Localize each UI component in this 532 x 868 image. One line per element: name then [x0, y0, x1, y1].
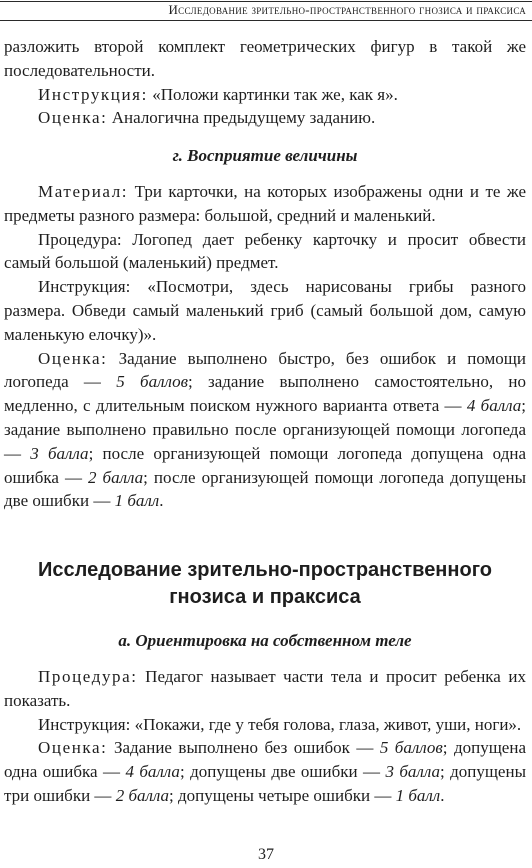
instruction-paragraph: Инструкция: «Посмотри, здесь нарисованы грибы разного размера. Обведи самый маленький гриб (самый большой дом, самую маленькую елочку)». — [4, 277, 526, 344]
procedure-paragraph: Процедура: Логопед дает ребенку карточку и просит обвести самый большой (маленький) предмет. — [4, 229, 526, 273]
page-body — [4, 35, 526, 808]
running-head — [0, 0, 532, 22]
header-rule-bottom — [0, 20, 532, 21]
evaluation-label: Оценка: — [38, 348, 108, 368]
evaluation-text: ; задание выполнено правильно после организующей помощи логопеда — — [4, 396, 526, 463]
procedure-label: Процедура: — [38, 666, 138, 686]
score-1: 1 балл — [114, 491, 160, 511]
instruction-text: «Положи картинки так же, как я». — [147, 84, 398, 104]
evaluation-text: ; допущены две ошибки — — [179, 762, 386, 782]
evaluation-text: ; допущены три ошибки — — [4, 762, 526, 805]
intro-evaluation — [4, 106, 526, 130]
evaluation-paragraph — [4, 736, 526, 807]
procedure-text: Педагог называет части тела и просит ребенка их показать. — [4, 666, 526, 710]
score-4: 4 балла — [125, 762, 180, 782]
subsection-title-body-orientation: а. Ориентировка на собственном теле — [118, 631, 412, 651]
evaluation-text: ; допущена одна ошибка — — [4, 738, 526, 782]
evaluation-text: ; задание выполнено самостоятельно, но медленно, с длительным поиском нужного варианта ответа — — [4, 372, 526, 416]
score-5: 5 баллов — [116, 372, 188, 392]
score-5: 5 баллов — [379, 738, 443, 758]
section-title: Исследование зрительно-пространственного гнозиса и праксиса — [38, 559, 492, 609]
score-4: 4 балла — [466, 396, 522, 416]
intro-paragraph: разложить второй комплект геометрических фигур в такой же последовательности. — [4, 37, 526, 80]
instruction-paragraph: Инструкция: «Покажи, где у тебя голова, глаза, живот, уши, ноги». — [38, 714, 522, 734]
material-text: Три карточки, на которых изображены одни и те же предметы разного размера: большой, средний и маленький. — [4, 181, 526, 225]
running-head-text: Исследование зрительно-пространственного гнозиса и праксиса — [168, 2, 526, 17]
procedure-paragraph — [4, 665, 526, 713]
evaluation-text: . — [440, 785, 445, 805]
score-2: 2 балла — [88, 467, 144, 487]
evaluation-label: Оценка: — [38, 738, 108, 758]
instruction-label: Инструкция: — [38, 84, 148, 104]
intro-instruction — [4, 83, 526, 107]
score-2: 2 балла — [115, 785, 170, 805]
evaluation-text: ; после организующей помощи логопеда допущена одна ошибка — — [4, 443, 526, 487]
material-paragraph — [4, 180, 526, 228]
evaluation-text: Задание выполнено быстро, без ошибок и помощи логопеда — — [4, 348, 526, 392]
evaluation-text: ; после организующей помощи логопеда допущены две ошибки — — [4, 467, 526, 511]
subsection-title-size-perception: г. Восприятие величины — [172, 146, 358, 166]
score-3: 3 балла — [30, 443, 89, 463]
evaluation-text: Аналогична предыдущему заданию. — [107, 108, 376, 128]
score-1: 1 балл — [395, 785, 441, 805]
evaluation-text: ; допущены четыре ошибки — — [169, 785, 396, 805]
score-3: 3 балла — [385, 762, 440, 782]
evaluation-label: Оценка: — [38, 108, 108, 128]
material-label: Материал: — [38, 181, 129, 201]
evaluation-text: Задание выполнено без ошибок — — [107, 738, 380, 758]
page-number: 37 — [258, 846, 274, 863]
evaluation-text: . — [159, 491, 164, 511]
evaluation-paragraph — [4, 347, 526, 514]
